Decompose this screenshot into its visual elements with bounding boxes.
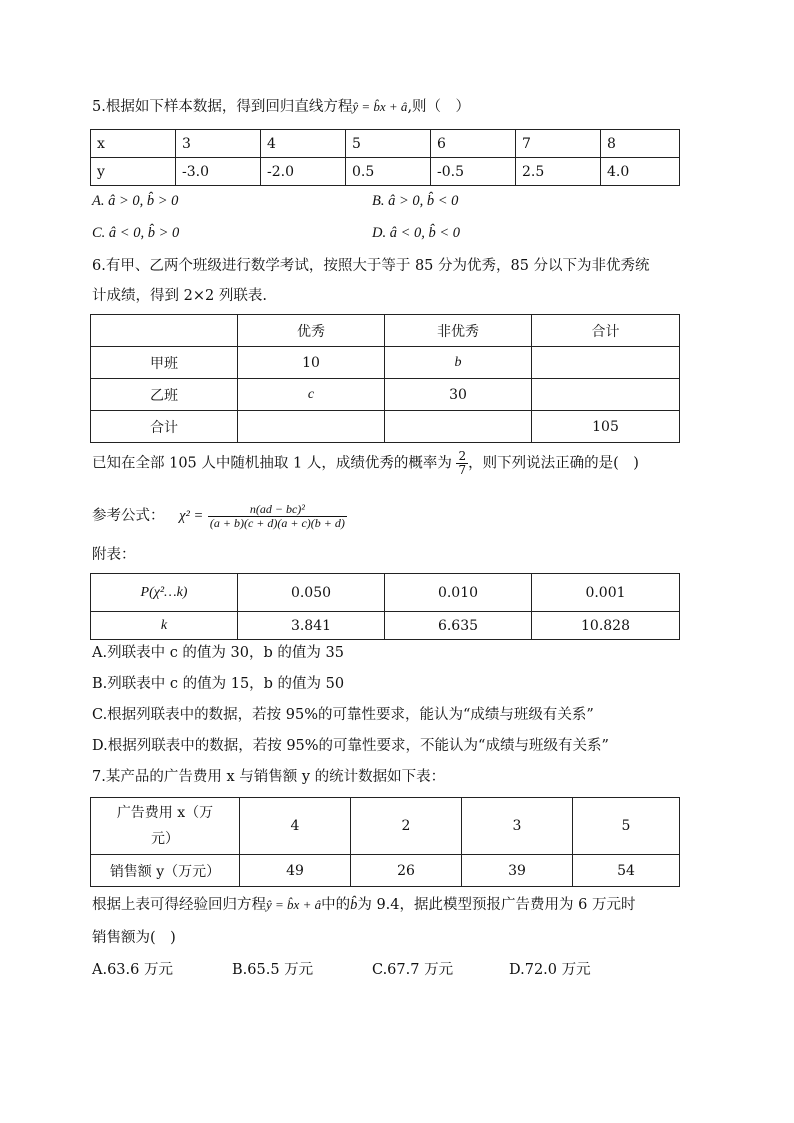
table-cell: 4.0	[601, 158, 680, 186]
q5-option-c: C. â < 0, b̂ > 0	[92, 225, 180, 241]
table-cell: 4	[261, 130, 346, 158]
table-cell: 6.635	[385, 612, 532, 640]
table-cell: 0.5	[346, 158, 431, 186]
q6-option-a: A.列联表中 c 的值为 30，b 的值为 35	[92, 645, 344, 661]
table-cell	[238, 411, 385, 443]
q6-option-c: C.根据列联表中的数据，若按 95%的可靠性要求，能认为“成绩与班级有关系”	[92, 707, 594, 723]
table-cell: 乙班	[91, 379, 238, 411]
q7-tail-line2: 销售额为( )	[92, 930, 176, 946]
table-row	[91, 855, 680, 887]
q5-regression-formula: ŷ = b̂x + â	[352, 99, 408, 114]
q6-formula-label: 参考公式：	[92, 508, 165, 524]
fraction-denominator: 7	[458, 463, 467, 477]
table-row	[91, 315, 680, 347]
q6-prob-suffix: ，则下列说法正确的是( )	[468, 455, 639, 472]
q7-data-table	[90, 797, 680, 887]
q7-tail-text: 根据上表可得经验回归方程	[92, 897, 266, 913]
q7-tail-line1	[92, 895, 635, 915]
table-row	[91, 158, 680, 186]
table-cell: 7	[516, 130, 601, 158]
table-cell: 49	[240, 855, 351, 887]
table-cell: 10.828	[532, 612, 680, 640]
q6-formula-lhs: χ² =	[179, 508, 204, 524]
q6-probability-line	[92, 450, 639, 477]
table-cell: c	[238, 379, 385, 411]
table-cell: 54	[573, 855, 680, 887]
q7-option-d: D.72.0 万元	[509, 962, 591, 978]
q6-contingency-table	[90, 314, 680, 443]
table-cell: 10	[238, 347, 385, 379]
q7-option-c: C.67.7 万元	[372, 962, 454, 978]
q6-stem-line1: 6.有甲、乙两个班级进行数学考试，按照大于等于 85 分为优秀，85 分以下为非优秀统	[92, 258, 650, 274]
q5-option-a: A. â > 0, b̂ > 0	[92, 193, 179, 209]
q7-b-hat: b̂	[350, 897, 358, 913]
q6-probability-fraction	[456, 450, 468, 477]
table-row	[91, 130, 680, 158]
table-cell: 0.010	[385, 574, 532, 612]
table-cell	[532, 379, 680, 411]
table-header-cell: 合计	[532, 315, 680, 347]
q6-prob-text: 已知在全部 105 人中随机抽取 1 人，成绩优秀的概率为	[92, 455, 452, 472]
q5-data-table	[90, 129, 680, 186]
q6-chi-square-fraction	[208, 503, 347, 530]
table-header-cell	[91, 315, 238, 347]
table-cell: 5	[573, 798, 680, 855]
table-cell: P(χ²…k)	[91, 574, 238, 612]
table-cell-text: 广告费用 x（万	[116, 805, 214, 821]
table-cell: 105	[532, 411, 680, 443]
table-cell: 8	[601, 130, 680, 158]
table-cell: 合计	[91, 411, 238, 443]
table-cell-text: 元）	[151, 831, 179, 847]
q7-option-a: A.63.6 万元	[92, 962, 173, 978]
q7-option-b: B.65.5 万元	[232, 962, 314, 978]
table-cell: x	[91, 130, 176, 158]
q5-stem-text: 5.根据如下样本数据，得到回归直线方程	[92, 99, 353, 115]
q6-appendix-table	[90, 573, 680, 640]
table-cell: 4	[240, 798, 351, 855]
table-row	[91, 411, 680, 443]
table-cell: 销售额 y（万元）	[91, 855, 240, 887]
table-cell: 2.5	[516, 158, 601, 186]
table-cell: 3	[462, 798, 573, 855]
table-cell: y	[91, 158, 176, 186]
table-cell: 3.841	[238, 612, 385, 640]
table-cell: 26	[351, 855, 462, 887]
table-row	[91, 798, 680, 855]
q7-stem: 7.某产品的广告费用 x 与销售额 y 的统计数据如下表：	[92, 769, 446, 785]
q6-option-d: D.根据列联表中的数据，若按 95%的可靠性要求，不能认为“成绩与班级有关系”	[92, 738, 609, 754]
table-cell: k	[91, 612, 238, 640]
table-cell: 3	[176, 130, 261, 158]
fraction-denominator: (a + b)(c + d)(a + c)(b + d)	[209, 515, 345, 530]
q7-tail-suffix: 为 9.4，据此模型预报广告费用为 6 万元时	[357, 897, 636, 913]
q7-tail-mid: 中的	[321, 897, 351, 913]
table-cell: 39	[462, 855, 573, 887]
table-cell: 30	[385, 379, 532, 411]
table-cell	[91, 798, 240, 855]
table-header-cell: 非优秀	[385, 315, 532, 347]
table-cell: -2.0	[261, 158, 346, 186]
table-row	[91, 379, 680, 411]
table-cell	[532, 347, 680, 379]
fraction-numerator: 2	[458, 449, 467, 463]
table-cell: -0.5	[431, 158, 516, 186]
table-cell	[385, 411, 532, 443]
q6-appendix-label: 附表：	[92, 547, 136, 563]
q6-option-b: B.列联表中 c 的值为 15，b 的值为 50	[92, 676, 345, 692]
q5-option-d: D. â < 0, b̂ < 0	[372, 225, 461, 241]
table-cell: 0.050	[238, 574, 385, 612]
q5-stem-suffix: ,则（ ）	[407, 99, 471, 115]
table-cell: b	[385, 347, 532, 379]
table-header-cell: 优秀	[238, 315, 385, 347]
q6-stem-line2: 计成绩，得到 2×2 列联表.	[92, 288, 267, 304]
table-cell: 甲班	[91, 347, 238, 379]
table-cell: -3.0	[176, 158, 261, 186]
q6-formula-line	[92, 500, 347, 532]
table-row	[91, 347, 680, 379]
fraction-numerator: n(ad − bc)²	[208, 503, 347, 517]
table-cell: 0.001	[532, 574, 680, 612]
table-cell: 2	[351, 798, 462, 855]
table-cell: 5	[346, 130, 431, 158]
q5-option-b: B. â > 0, b̂ < 0	[372, 193, 459, 209]
table-row	[91, 612, 680, 640]
table-row	[91, 574, 680, 612]
table-cell: 6	[431, 130, 516, 158]
q5-stem	[92, 97, 470, 117]
q7-regression-formula: ŷ = b̂x + â	[266, 897, 322, 912]
